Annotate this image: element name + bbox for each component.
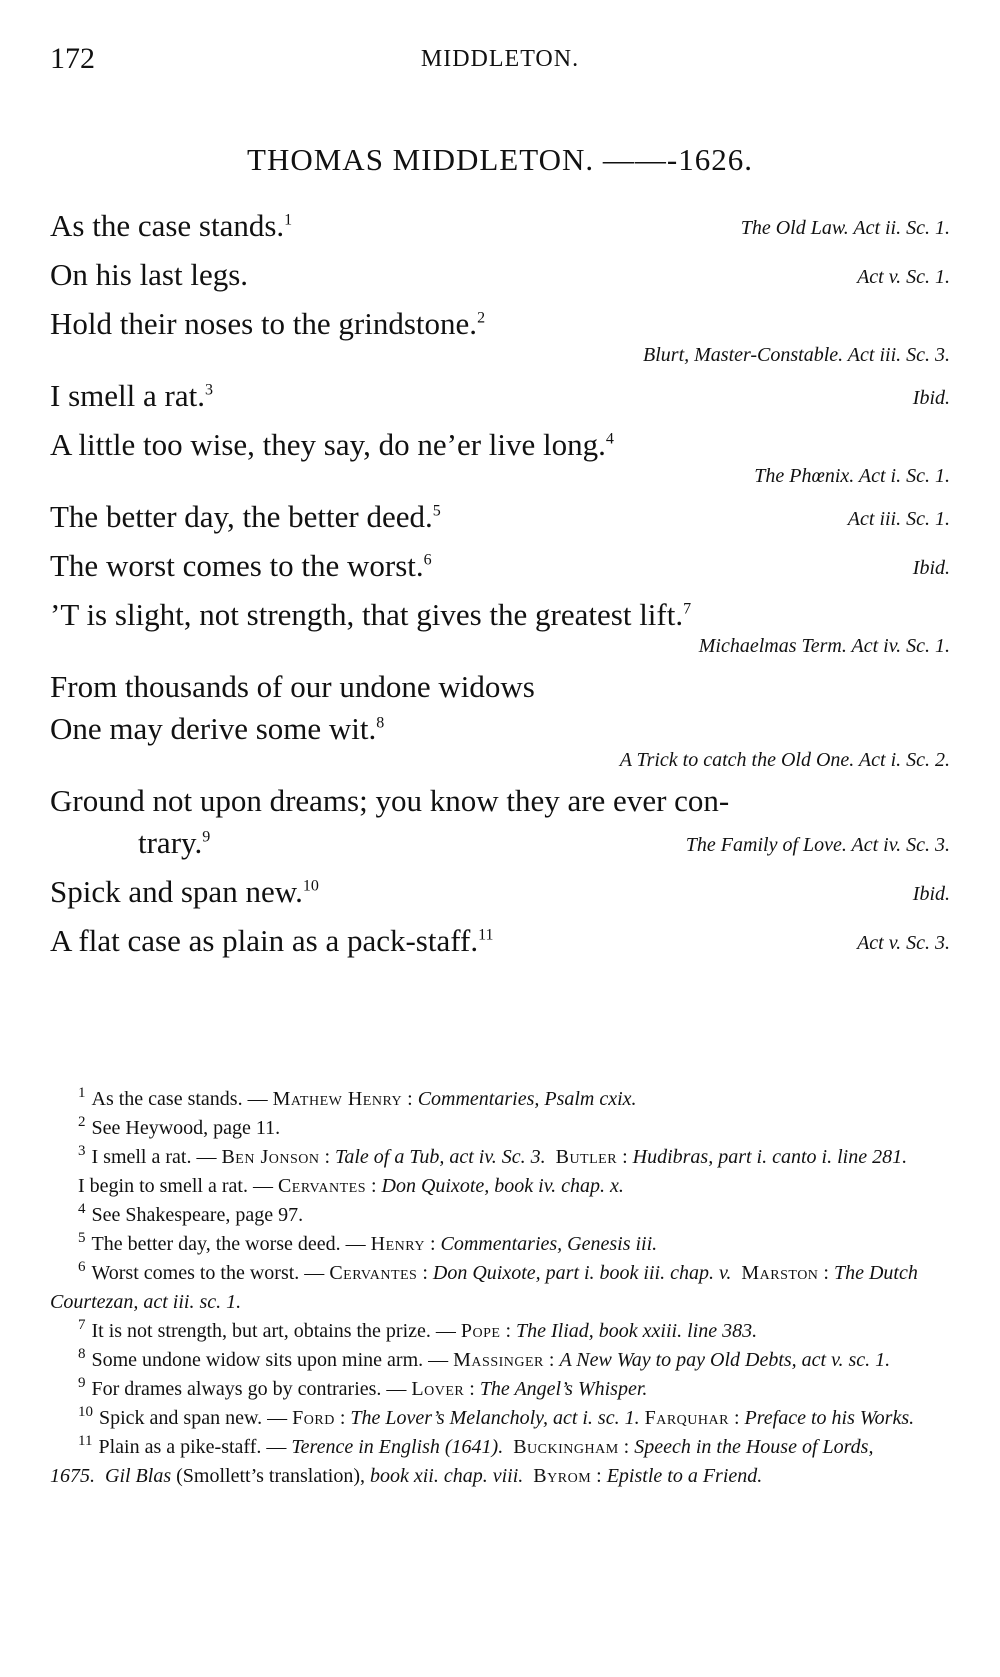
footnote: $^7$ It is not strength, but art, obtains the prize. — Pope : The Iliad, book xxiii. line 383. bbox=[78, 1317, 758, 1342]
quote-text: One may derive some wit. bbox=[50, 711, 377, 746]
quote-text: Ground not upon dreams; you know they are ever con- bbox=[50, 783, 730, 818]
footnote-ref: 4 bbox=[605, 430, 614, 448]
quote-text: A flat case as plain as a pack-staff. bbox=[50, 923, 479, 958]
quote-text: Hold their noses to the grindstone. bbox=[50, 306, 478, 341]
running-head bbox=[50, 42, 950, 82]
quote-text: ’T is slight, not strength, that gives the greatest lift. bbox=[50, 597, 684, 632]
footnote: $^{10}$ Spick and span new. — Ford : The Lover’s Melancholy, act i. sc. 1. Farquhar : Preface to his Works. bbox=[78, 1404, 915, 1429]
footnote-ref: 5 bbox=[432, 502, 441, 520]
footnote-ref: 11 bbox=[478, 926, 494, 944]
quotation bbox=[50, 303, 950, 368]
section-heading: THOMAS MIDDLETON. ——-1626. bbox=[247, 142, 753, 177]
quotations-list bbox=[50, 205, 950, 969]
quote-source: Blurt, Master-Constable. Act iii. Sc. 3. bbox=[643, 344, 950, 366]
quotation bbox=[50, 205, 950, 247]
footnote: $^{11}$ Plain as a pike-staff. — Terence in English (1641). Buckingham : Speech in the House of Lords, 1675. Gil Blas (Smollett’s translation), book xii. chap. viii. Byrom : Epistle to a Friend. bbox=[50, 1433, 874, 1487]
quote-source: A Trick to catch the Old One. Act i. Sc. 2. bbox=[619, 749, 950, 771]
footnote-ref: 8 bbox=[376, 714, 385, 732]
quote-text: Spick and span new. bbox=[50, 874, 303, 909]
running-title: MIDDLETON. bbox=[420, 46, 580, 72]
footnote-ref: 9 bbox=[202, 828, 211, 846]
quotation bbox=[50, 545, 950, 587]
quote-source: Michaelmas Term. Act iv. Sc. 1. bbox=[698, 635, 950, 657]
quote-text: trary. bbox=[138, 825, 203, 860]
quotation bbox=[50, 424, 950, 489]
footnote: $^1$ As the case stands. — Mathew Henry : Commentaries, Psalm cxix. bbox=[78, 1085, 637, 1110]
quote-text: A little too wise, they say, do ne’er live long. bbox=[50, 427, 606, 462]
quote-source: The Phœnix. Act i. Sc. 1. bbox=[754, 465, 950, 487]
quote-text: From thousands of our undone widows bbox=[50, 669, 535, 704]
quotation bbox=[50, 666, 950, 773]
quote-source: Ibid. bbox=[912, 557, 950, 579]
quote-source: Act v. Sc. 3. bbox=[857, 932, 950, 954]
footnote: $^4$ See Shakespeare, page 97. bbox=[78, 1201, 304, 1226]
quote-text: On his last legs. bbox=[50, 257, 249, 292]
footnote: I begin to smell a rat. — Cervantes : Don Quixote, book iv. chap. x. bbox=[78, 1175, 624, 1197]
footnote: $^5$ The better day, the worse deed. — Henry : Commentaries, Genesis iii. bbox=[78, 1230, 658, 1255]
footnote-ref: 10 bbox=[302, 877, 319, 895]
quote-text: The worst comes to the worst. bbox=[50, 548, 424, 583]
footnote-ref: 6 bbox=[423, 551, 432, 569]
footnotes bbox=[50, 1085, 950, 1491]
footnote: $^2$ See Heywood, page 11. bbox=[78, 1114, 281, 1139]
quotation bbox=[50, 254, 950, 296]
footnote-ref: 1 bbox=[284, 211, 293, 229]
footnote: $^9$ For drames always go by contraries. — Lover : The Angel’s Whisper. bbox=[78, 1375, 648, 1400]
quotation bbox=[50, 871, 950, 913]
quotation bbox=[50, 594, 950, 659]
footnote: $^3$ I smell a rat. — Ben Jonson : Tale of a Tub, act iv. Sc. 3. Butler : Hudibras, part i. canto i. line 281. bbox=[78, 1143, 908, 1168]
page-number: 172 bbox=[50, 42, 95, 75]
quotation bbox=[50, 780, 950, 864]
quote-source: Ibid. bbox=[912, 387, 950, 409]
quote-source: The Family of Love. Act iv. Sc. 3. bbox=[685, 834, 950, 856]
footnote-ref: 2 bbox=[477, 309, 486, 327]
footnote: $^8$ Some undone widow sits upon mine arm. — Massinger : A New Way to pay Old Debts, act v. sc. 1. bbox=[78, 1346, 891, 1371]
quote-source: Act iii. Sc. 1. bbox=[847, 508, 950, 530]
quote-source: Ibid. bbox=[912, 883, 950, 905]
quotation bbox=[50, 375, 950, 417]
quote-source: The Old Law. Act ii. Sc. 1. bbox=[740, 217, 950, 239]
footnote: $^6$ Worst comes to the worst. — Cervantes : Don Quixote, part i. book iii. chap. v. Marston : The Dutch Courtezan, act iii. sc. 1. bbox=[50, 1259, 918, 1313]
quote-text: As the case stands. bbox=[50, 208, 285, 243]
quote-source: Act v. Sc. 1. bbox=[857, 266, 950, 288]
footnote-ref: 7 bbox=[683, 600, 692, 618]
quotation bbox=[50, 920, 950, 962]
footnote-ref: 3 bbox=[204, 381, 213, 399]
quote-text: The better day, the better deed. bbox=[50, 499, 433, 534]
quotation bbox=[50, 496, 950, 538]
quote-text: I smell a rat. bbox=[50, 378, 205, 413]
